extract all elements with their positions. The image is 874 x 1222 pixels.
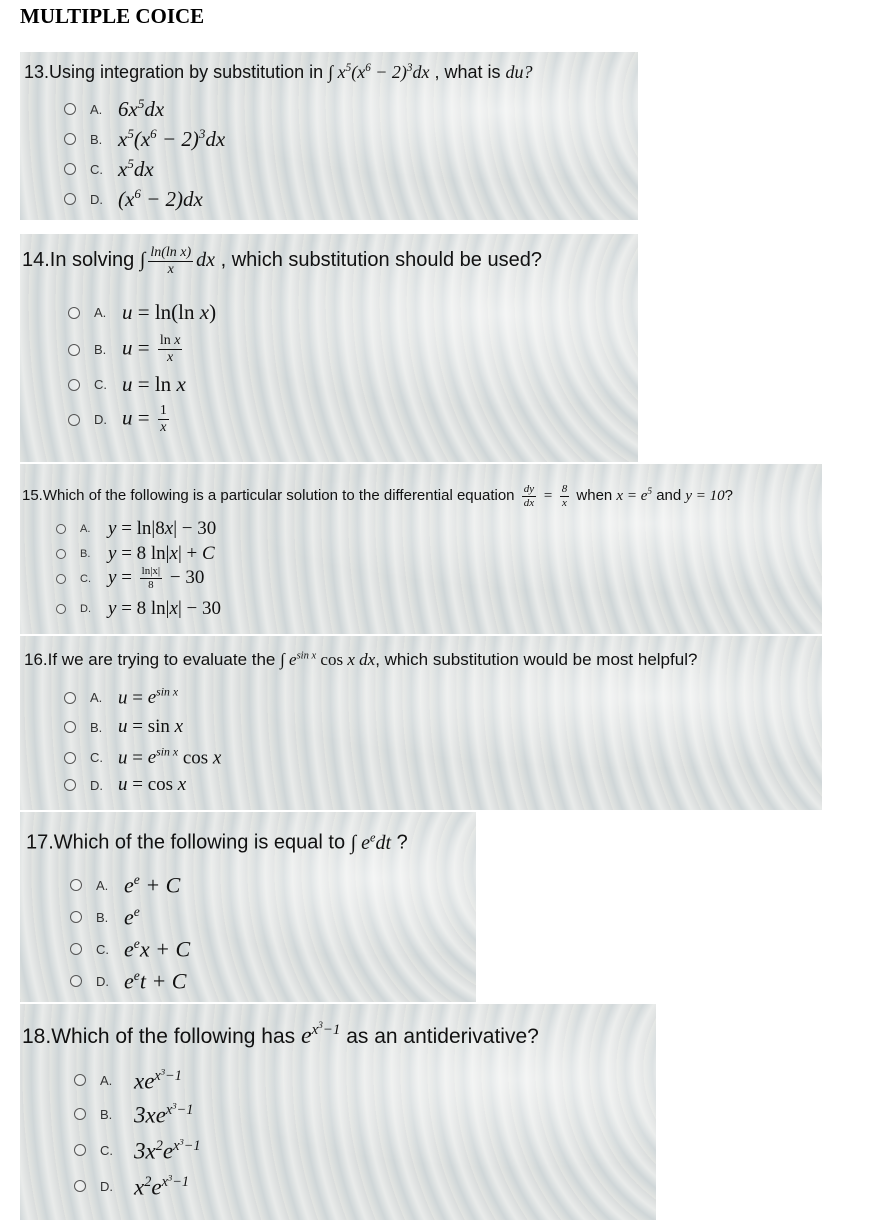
- q17-option-a[interactable]: A. $e^e + C$: [70, 872, 180, 898]
- q17-option-c[interactable]: C. $e^ex + C$: [70, 936, 190, 962]
- q13-option-c[interactable]: C. $x^5dx$: [64, 156, 154, 182]
- radio-button-icon[interactable]: [56, 524, 66, 534]
- question-17-card: [20, 812, 476, 1002]
- question-15-card: [20, 464, 822, 634]
- question-18-text: 18.Which of the following has $e^{x^3-1}$ as an antiderivative?: [22, 1020, 539, 1049]
- question-13-text: 13.Using integration by substitution in ∫ $x^5(x^6 - 2)^3dx$ , what is du?: [24, 62, 533, 82]
- radio-button-icon[interactable]: [74, 1144, 86, 1156]
- radio-button-icon[interactable]: [64, 103, 76, 115]
- radio-button-icon[interactable]: [56, 574, 66, 584]
- q15-option-d[interactable]: D. y = 8 ln|x| − 30: [56, 598, 221, 620]
- radio-button-icon[interactable]: [68, 307, 80, 319]
- radio-button-icon[interactable]: [70, 911, 82, 923]
- radio-button-icon[interactable]: [70, 943, 82, 955]
- radio-button-icon[interactable]: [68, 344, 80, 356]
- page-heading: MULTIPLE COICE: [20, 4, 205, 28]
- q18-option-c[interactable]: C. $3x^2e^{x^3-1}$: [74, 1136, 201, 1164]
- radio-button-icon[interactable]: [74, 1108, 86, 1120]
- radio-button-icon[interactable]: [70, 975, 82, 987]
- q13-option-d[interactable]: D. $(x^6 - 2)dx$: [64, 186, 203, 212]
- question-14-text: 14.In solving ∫ $\frac{\text{ln(ln x)}}{x}$ dx , which substitution should be used?: [22, 245, 542, 277]
- q17-option-b[interactable]: B. $e^e$: [70, 904, 140, 930]
- question-13-card: [20, 52, 638, 220]
- radio-button-icon[interactable]: [64, 133, 76, 145]
- question-16-card: [20, 636, 822, 810]
- radio-button-icon[interactable]: [56, 549, 66, 559]
- radio-button-icon[interactable]: [64, 779, 76, 791]
- radio-button-icon[interactable]: [64, 721, 76, 733]
- q15-option-b[interactable]: B. y = 8 ln|x| + C: [56, 543, 215, 565]
- radio-button-icon[interactable]: [56, 604, 66, 614]
- radio-button-icon[interactable]: [68, 414, 80, 426]
- radio-button-icon[interactable]: [70, 879, 82, 891]
- q15-option-a[interactable]: A. y = ln|8x| − 30: [56, 518, 216, 540]
- q16-option-b[interactable]: B. u = sin x: [64, 716, 183, 738]
- q14-option-b[interactable]: B. u = $\frac{\text{ln x}}{x}$: [68, 334, 185, 365]
- radio-button-icon[interactable]: [74, 1074, 86, 1086]
- radio-button-icon[interactable]: [64, 193, 76, 205]
- q18-option-b[interactable]: B. $3xe^{x^3-1}$: [74, 1100, 193, 1128]
- q18-option-d[interactable]: D. $x^2e^{x^3-1}$: [74, 1172, 189, 1200]
- question-15-text: 15.Which of the following is a particular solution to the differential equation $\frac{dy}{dx}$ = $\frac{8}{x}$ when $x = e^5$ and y = 10?: [22, 483, 734, 509]
- q13-option-b[interactable]: B. $x^5(x^6 - 2)^3dx$: [64, 126, 225, 152]
- question-14-card: [20, 234, 638, 462]
- question-18-card: [20, 1004, 656, 1220]
- q16-option-d[interactable]: D. u = cos x: [64, 774, 186, 796]
- q18-option-a[interactable]: A. $xe^{x^3-1}$: [74, 1066, 182, 1094]
- radio-button-icon[interactable]: [64, 163, 76, 175]
- question-16-text: 16.If we are trying to evaluate the ∫ $e^{sin x}$ cos x dx, which substitution would be most helpful?: [24, 650, 698, 669]
- q15-option-c[interactable]: C. y = $\frac{\ln|x|}{8}$ − 30: [56, 566, 204, 591]
- radio-button-icon[interactable]: [64, 752, 76, 764]
- q17-option-d[interactable]: D. $e^et + C$: [70, 968, 186, 994]
- q13-option-a[interactable]: A. $6x^5dx$: [64, 96, 164, 122]
- radio-button-icon[interactable]: [68, 379, 80, 391]
- question-17-text: 17.Which of the following is equal to ∫ $e^edt$ ?: [26, 830, 408, 854]
- q14-option-d[interactable]: D. u = $\frac{1}{x}$: [68, 404, 172, 435]
- q14-option-c[interactable]: C. u = ln x: [68, 372, 186, 397]
- radio-button-icon[interactable]: [64, 692, 76, 704]
- radio-button-icon[interactable]: [74, 1180, 86, 1192]
- q16-option-c[interactable]: C. $u = e^{sin x}$ cos x: [64, 746, 221, 769]
- q16-option-a[interactable]: A. $u = e^{sin x}$: [64, 686, 178, 709]
- q14-option-a[interactable]: A. u = ln(ln x): [68, 300, 216, 325]
